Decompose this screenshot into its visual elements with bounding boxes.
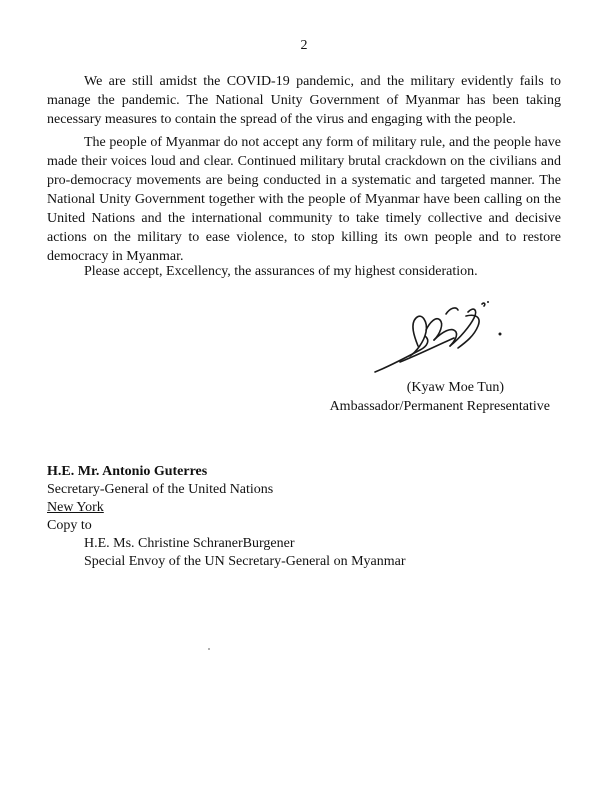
- closing-line: Please accept, Excellency, the assurances of my highest consideration.: [84, 264, 478, 279]
- copy-recipient-name: H.E. Ms. Christine SchranerBurgener: [84, 536, 295, 551]
- addressee-block: [47, 463, 273, 535]
- signatory-name: (Kyaw Moe Tun): [406, 380, 504, 395]
- handwritten-signature: [370, 296, 510, 378]
- body-paragraph-2: The people of Myanmar do not accept any form of military rule, and the people have made their voices loud and clear. Continued military brutal crackdown on the civilians and pro-democracy movements are being conducted in a systematic and targeted manner. The National Unity Government together with the people of Myanmar have been calling on the United Nations and the international community to take timely collective and decisive actions on the military to ease violence, to stop killing its own people and to restore democracy in Myanmar.: [47, 135, 561, 264]
- page-number: 2: [300, 38, 308, 53]
- addressee-position: Secretary-General of the United Nations: [47, 482, 274, 497]
- addressee-name: H.E. Mr. Antonio Guterres: [47, 464, 208, 479]
- copy-recipient-position: Special Envoy of the UN Secretary-General on Myanmar: [84, 554, 406, 569]
- addressee-city: New York: [47, 500, 104, 515]
- copy-to-label: Copy to: [47, 518, 92, 533]
- scan-speck: [208, 648, 210, 650]
- signatory-title: Ambassador/Permanent Representative: [329, 399, 550, 414]
- body-paragraph-1: We are still amidst the COVID-19 pandemic, and the military evidently fails to manage the pandemic. The National Unity Government of Myanmar has been taking necessary measures to contain the spread of the virus and engaging with the people.: [47, 74, 561, 127]
- copy-recipient-block: [84, 535, 406, 571]
